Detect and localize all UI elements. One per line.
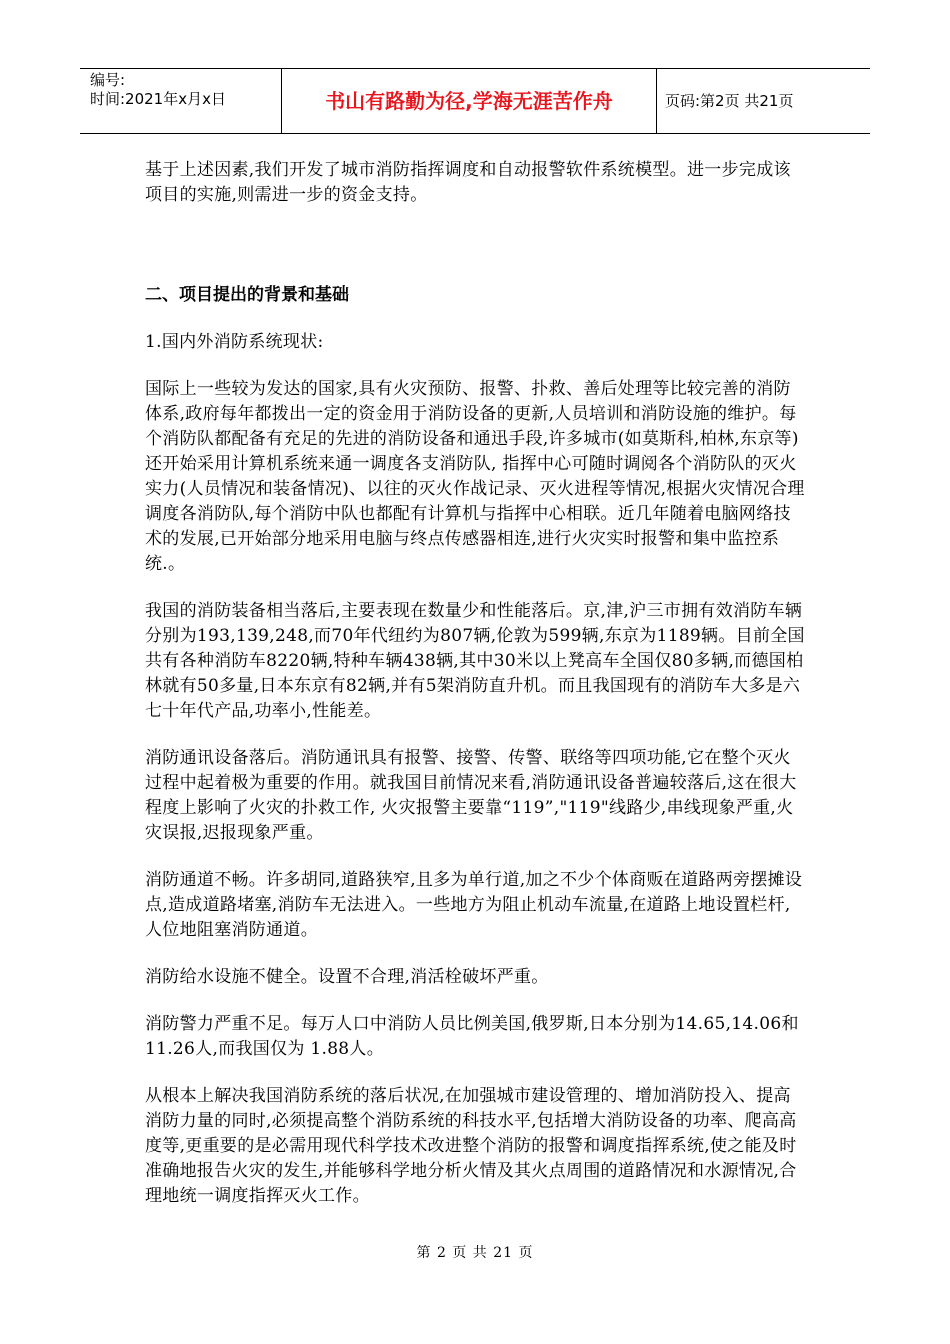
section-heading: 二、项目提出的背景和基础 xyxy=(145,285,349,305)
page-header xyxy=(80,68,870,134)
document-body xyxy=(145,158,805,1209)
paragraph-equipment: 我国的消防装备相当落后,主要表现在数量少和性能落后。京,津,沪三市拥有效消防车辆分别为193,139,248,而70年代纽约为807辆,伦敦为599辆,东京为1189辆。目前全国共有各种消防车8220辆,特种车辆438辆,其中30米以上凳高车全国仅80多辆,而德国柏林就有50多量,日本东京有82辆,并有5架消防直升机。而且我国现有的消防车大多是六七十年代产品,功率小,性能差。 xyxy=(145,601,805,721)
header-meta xyxy=(80,69,282,133)
paragraph-personnel: 消防警力严重不足。每万人口中消防人员比例美国,俄罗斯,日本分别为14.65,14.06和11.26人,而我国仅为 1.88人。 xyxy=(145,1014,799,1059)
paragraph-water-supply: 消防给水设施不健全。设置不合理,消活栓破坏严重。 xyxy=(145,967,549,987)
doc-number-label: 编号: xyxy=(90,71,126,89)
paragraph-solution: 从根本上解决我国消防系统的落后状况,在加强城市建设管理的、增加消防投入、提高消防力量的同时,必须提高整个消防系统的科技水平,包括增大消防设备的功率、爬高高度等,更重要的是必需用现代科学技术改进整个消防的报警和调度指挥系统,使之能及时准确地报告火灾的发生,并能够科学地分析火情及其火点周围的道路情况和水源情况,合理地统一调度指挥灭火工作。 xyxy=(145,1086,797,1206)
intro-paragraph: 基于上述因素,我们开发了城市消防指挥调度和自动报警软件系统模型。进一步完成该项目的实施,则需进一步的资金支持。 xyxy=(145,160,791,205)
paragraph-communications: 消防通讯设备落后。消防通讯具有报警、接警、传警、联络等四项功能,它在整个灭火过程中起着极为重要的作用。就我国目前情况来看,消防通讯设备普遍较落后,这在很大程度上影响了火灾的扑救工作, 火灾报警主要靠“119”,"119"线路少,串线现象严重,火灾误报,迟报现象严重。 xyxy=(145,748,797,843)
paragraph-access-roads: 消防通道不畅。许多胡同,道路狭窄,且多为单行道,加之不少个体商贩在道路两旁摆摊设点,造成道路堵塞,消防车无法进入。一些地方为阻止机动车流量,在道路上地设置栏杆,人位地阻塞消防通道。 xyxy=(145,870,803,940)
time-label: 时间:2021年x月x日 xyxy=(90,90,226,108)
subheading: 1.国内外消防系统现状: xyxy=(145,332,324,352)
header-motto: 书山有路勤为径,学海无涯苦作舟 xyxy=(282,69,657,133)
page-footer: 第 2 页 共 21 页 xyxy=(416,1245,534,1261)
header-page-info: 页码:第2页 共21页 xyxy=(665,92,794,110)
paragraph-international: 国际上一些较为发达的国家,具有火灾预防、报警、扑救、善后处理等比较完善的消防体系,政府每年都拨出一定的资金用于消防设备的更新,人员培训和消防设施的维护。每个消防队都配备有充足的先进的消防设备和通迅手段,许多城市(如莫斯科,柏林,东京等)还开始采用计算机系统来通一调度各支消防队, 指挥中心可随时调阅各个消防队的灭火实力(人员情况和装备情况)、以往的灭火作战记录、灭火进程等情况,根据火灾情况合理调度各消防队,每个消防中队也都配有计算机与指挥中心相联。近几年随着电脑网络技术的发展,已开始部分地采用电脑与终点传感器相连,进行火灾实时报警和集中监控系统.。 xyxy=(145,379,805,574)
